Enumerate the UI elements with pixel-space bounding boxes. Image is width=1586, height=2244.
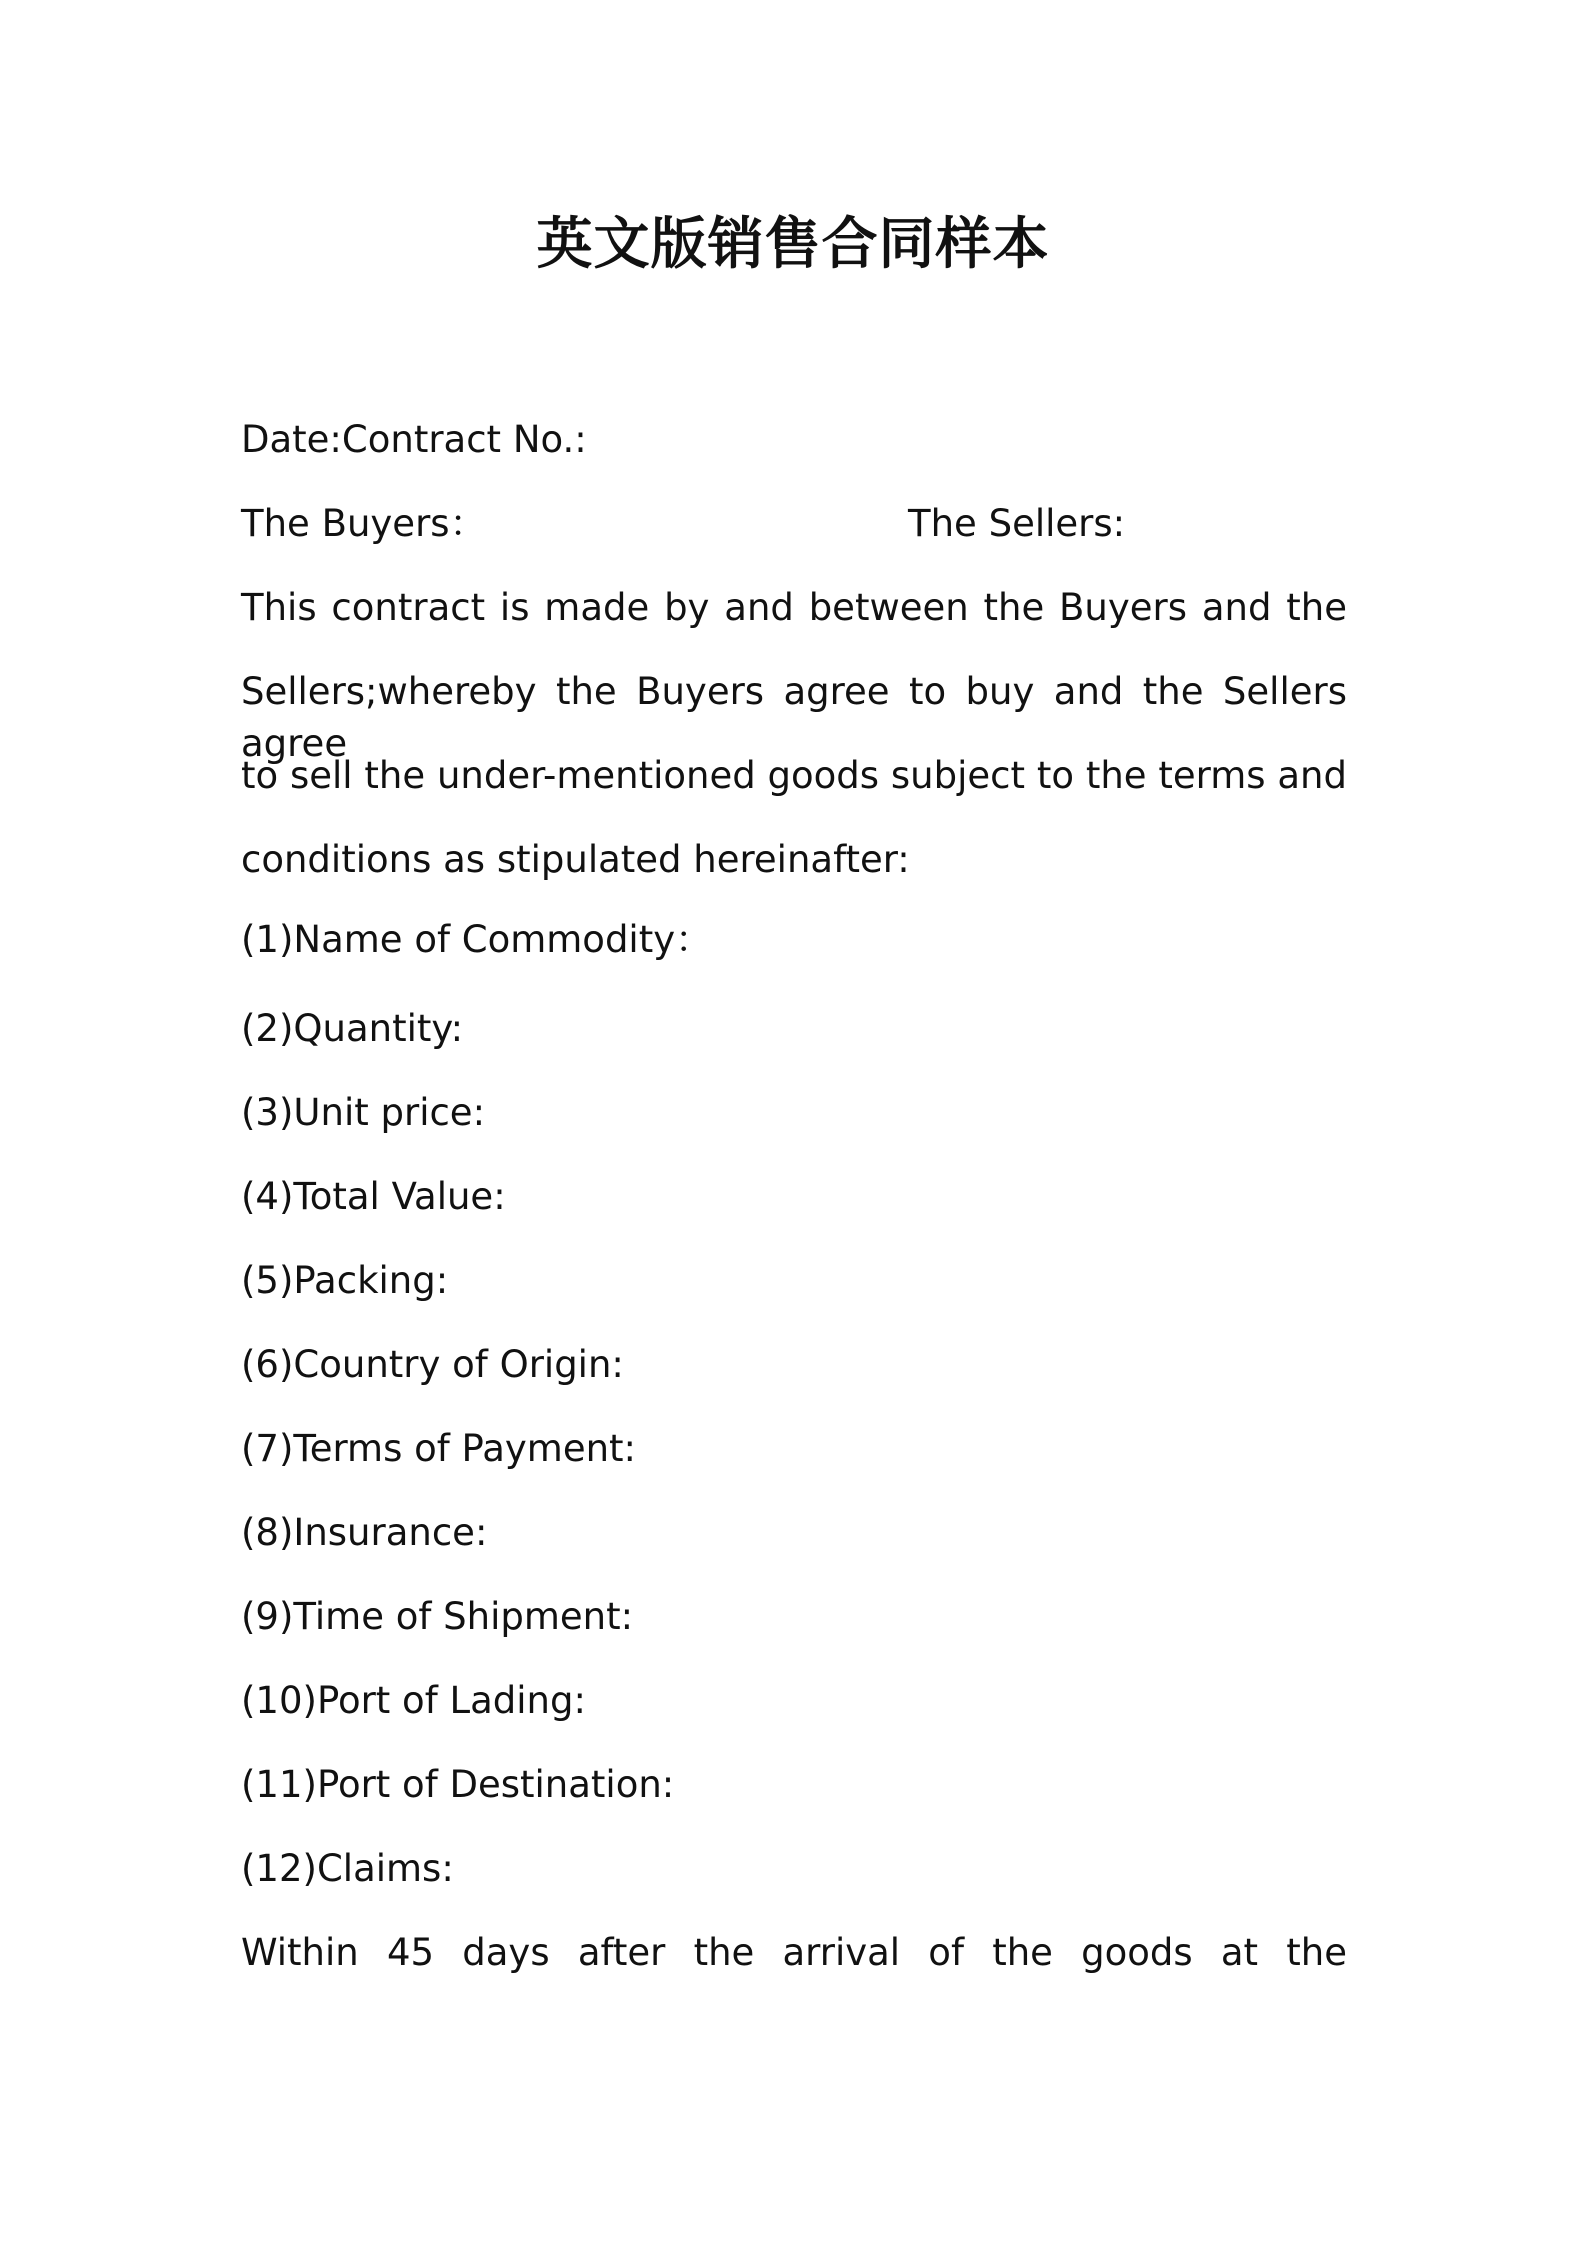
preamble-line: Sellers;whereby the Buyers agree to buy and the Sellers agree: [241, 670, 1347, 765]
clause-claims: (12)Claims:: [241, 1847, 454, 1890]
buyers-label: The Buyers：: [241, 502, 487, 545]
clause-packing: (5)Packing:: [241, 1259, 449, 1302]
claims-text-line: Within 45 days after the arrival of the goods at the: [241, 1931, 1347, 1974]
clause-quantity: (2)Quantity:: [241, 1007, 464, 1050]
parties-row: [0, 498, 1586, 550]
document-title: 英文版销售合同样本: [536, 212, 1050, 277]
date-contract-line: Date:Contract No.:: [241, 418, 587, 461]
clause-port-of-destination: (11)Port of Destination:: [241, 1763, 675, 1806]
preamble-line: to sell the under-mentioned goods subject to the terms and: [241, 754, 1347, 797]
clause-country-of-origin: (6)Country of Origin:: [241, 1343, 624, 1386]
preamble-line: This contract is made by and between the Buyers and the: [241, 586, 1347, 629]
clause-name-of-commodity: (1)Name of Commodity：: [241, 918, 713, 961]
sellers-label: The Sellers:: [908, 502, 1126, 545]
preamble-line: conditions as stipulated hereinafter:: [241, 838, 910, 881]
clause-total-value: (4)Total Value:: [241, 1175, 506, 1218]
clause-insurance: (8)Insurance:: [241, 1511, 488, 1554]
clause-unit-price: (3)Unit price:: [241, 1091, 486, 1134]
clause-port-of-lading: (10)Port of Lading:: [241, 1679, 586, 1722]
clause-terms-of-payment: (7)Terms of Payment:: [241, 1427, 637, 1470]
clause-time-of-shipment: (9)Time of Shipment:: [241, 1595, 634, 1638]
